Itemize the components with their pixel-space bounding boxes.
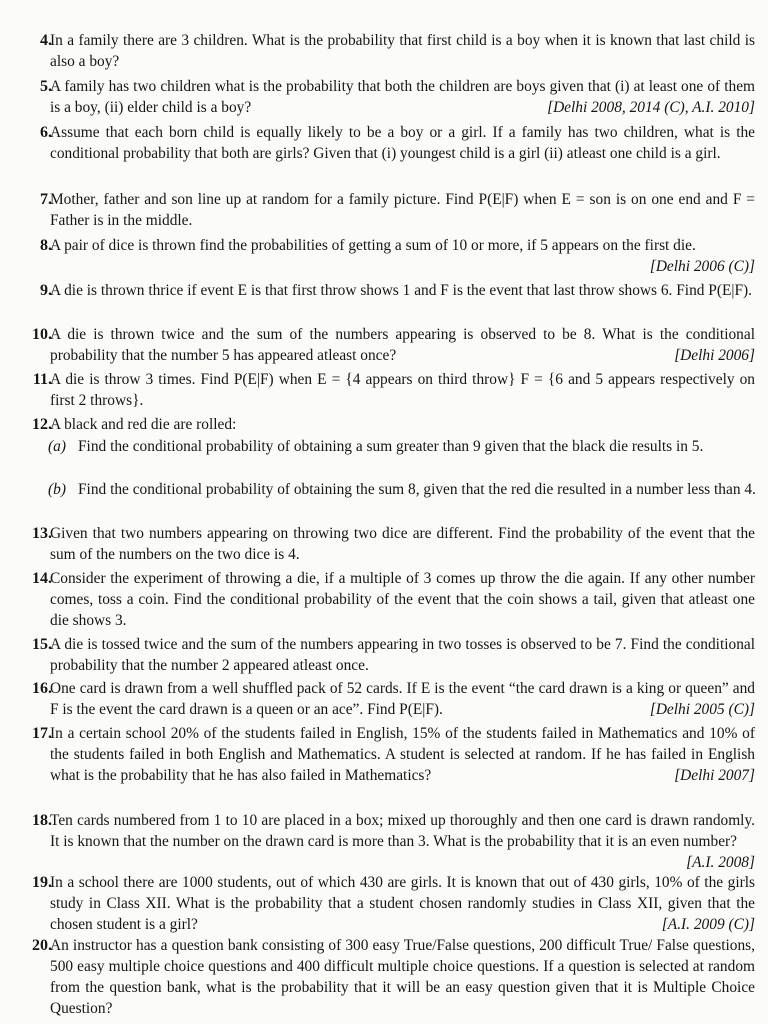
question-number: 15. [32, 636, 52, 653]
question-number: 12. [32, 416, 52, 433]
exam-reference: [Delhi 2007] [674, 767, 755, 784]
exam-reference: [Delhi 2006 (C)] [649, 258, 755, 275]
question-text: A die is throw 3 times. Find P(E|F) when E = {4 appears on third throw} F = {6 and 5 appears respectively on first 2 throws}. [50, 371, 755, 409]
question-number: 6. [40, 124, 52, 141]
exam-reference: [Delhi 2006] [674, 347, 755, 364]
question-number: 18. [32, 812, 52, 829]
question-text: A black and red die are rolled: [50, 416, 237, 433]
part-label: (b) [48, 481, 66, 498]
question-text: A die is thrown twice and the sum of the numbers appearing is observed to be 8. What is the conditional probability that the number 5 has appeared atleast once? [Delhi 2006] [50, 326, 755, 364]
question-number: 16. [32, 680, 52, 697]
question-text: A die is tossed twice and the sum of the numbers appearing in two tosses is observed to be 7. Find the conditional probability that the number 2 appeared atleast once. [50, 636, 755, 674]
question-number: 10. [32, 326, 52, 343]
question-number: 5. [40, 78, 52, 95]
question-text: A pair of dice is thrown find the probabilities of getting a sum of 10 or more, if 5 appears on the first die. [Delhi 2006 (C)] [50, 237, 755, 275]
question-text: In a family there are 3 children. What is the probability that first child is a boy when it is known that last child is also a boy? [50, 32, 755, 70]
part-text: Find the conditional probability of obtaining a sum greater than 9 given that the black die results in 5. [78, 438, 704, 455]
question-text: One card is drawn from a well shuffled pack of 52 cards. If E is the event “the card drawn is a king or queen” and F is the event the card drawn is a queen or an ace”. Find P(E|F). [Delhi 2005 (C)] [50, 680, 755, 718]
question-number: 17. [32, 725, 52, 742]
question-number: 7. [40, 191, 52, 208]
exam-reference: [Delhi 2008, 2014 (C), A.I. 2010] [547, 99, 755, 116]
exam-reference: [A.I. 2008] [686, 854, 755, 871]
question-text: Mother, father and son line up at random for a family picture. Find P(E|F) when E = son is on one end and F = Father is in the middle. [50, 191, 755, 229]
part-label: (a) [48, 438, 66, 455]
question-number: 11. [32, 371, 52, 388]
question-number: 13. [32, 525, 52, 542]
question-text: An instructor has a question bank consisting of 300 easy True/False questions, 200 difficult True/ False questions, 500 easy multiple choice questions and 400 difficult multiple choice questions. If a question is selected at random from the question bank, what is the probability that it will be an easy question given that it is Multiple Choice Question? [50, 937, 755, 1017]
question-text: A family has two children what is the probability that both the children are boys given that (i) at least one of them is a boy, (ii) elder child is a boy? [Delhi 2008, 2014 (C), A.I. 2010] [50, 78, 755, 116]
question-text: Ten cards numbered from 1 to 10 are placed in a box; mixed up thoroughly and then one card is drawn randomly. It is known that the number on the drawn card is more than 3. What is the probability that it is an even number? [A.I. 2008] [50, 812, 755, 871]
question-text: Given that two numbers appearing on throwing two dice are different. Find the probability of the event that the sum of the numbers on the two dice is 4. [50, 525, 755, 563]
question-number: 9. [40, 282, 52, 299]
question-text: Consider the experiment of throwing a die, if a multiple of 3 comes up throw the die again. If any other number comes, toss a coin. Find the conditional probability of the event that the coin shows a tail, given that atleast one die shows 3. [50, 570, 755, 629]
part-text: Find the conditional probability of obtaining the sum 8, given that the red die resulted in a number less than 4. [78, 481, 756, 498]
question-text: A die is thrown thrice if event E is that first throw shows 1 and F is the event that last throw shows 6. Find P(E|F). [50, 282, 753, 299]
exam-reference: [Delhi 2005 (C)] [649, 701, 755, 718]
question-number: 20. [32, 937, 52, 954]
question-number: 8. [40, 237, 52, 254]
question-number: 14. [32, 570, 52, 587]
question-number: 19. [32, 874, 52, 891]
question-text: In a certain school 20% of the students failed in English, 15% of the students failed in Mathematics and 10% of the students failed in both English and Mathematics. A student is selected at random. If he has failed in English what is the probability that he has also failed in Mathematics? [Delhi 2007] [50, 725, 755, 784]
question-text: Assume that each born child is equally likely to be a boy or a girl. If a family has two children, what is the conditional probability that both are girls? Given that (i) youngest child is a girl (ii) atleast one child is a girl. [50, 124, 755, 162]
exam-reference: [A.I. 2009 (C)] [661, 916, 755, 933]
question-text: In a school there are 1000 students, out of which 430 are girls. It is known that out of 430 girls, 10% of the girls study in Class XII. What is the probability that a student chosen randomly studies in Class XII, given that the chosen student is a girl? [A.I. 2009 (C)] [50, 874, 755, 933]
question-number: 4. [40, 32, 52, 49]
